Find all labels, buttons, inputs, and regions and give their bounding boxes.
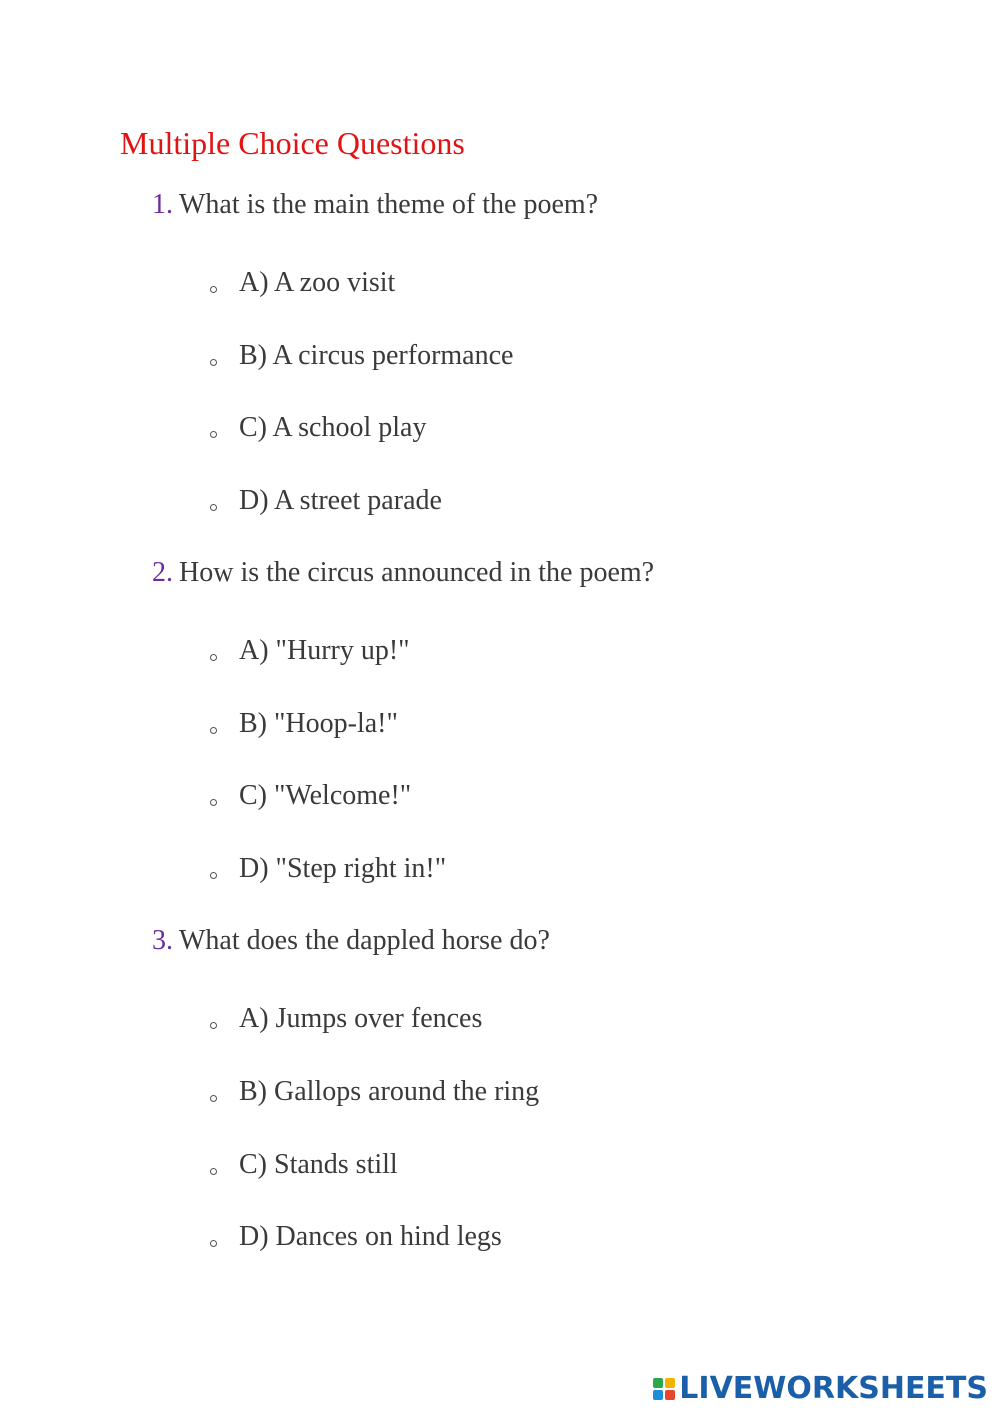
bullet-icon: [210, 1022, 217, 1029]
page-title: Multiple Choice Questions: [120, 125, 465, 161]
option-label: C) A school play: [239, 412, 427, 443]
option-3c[interactable]: [210, 1145, 398, 1185]
option-2b[interactable]: [210, 704, 398, 744]
bullet-icon: [210, 1240, 217, 1247]
question-2: [152, 553, 654, 593]
liveworksheets-logo[interactable]: [653, 1371, 988, 1406]
bullet-icon: [210, 359, 217, 366]
option-label: C) "Welcome!": [239, 780, 412, 811]
question-1: [152, 185, 598, 225]
option-label: B) "Hoop-la!": [239, 708, 398, 739]
option-label: B) Gallops around the ring: [239, 1076, 540, 1107]
option-3b[interactable]: [210, 1072, 539, 1112]
liveworksheets-logo-icon: [653, 1378, 675, 1400]
question-number: 2.: [152, 557, 173, 588]
option-label: A) A zoo visit: [239, 267, 396, 298]
question-text: How is the circus announced in the poem?: [179, 557, 655, 588]
option-label: D) "Step right in!": [239, 853, 447, 884]
option-3d[interactable]: [210, 1217, 502, 1257]
bullet-icon: [210, 872, 217, 879]
bullet-icon: [210, 286, 217, 293]
bullet-icon: [210, 431, 217, 438]
option-label: C) Stands still: [239, 1149, 398, 1180]
option-label: D) A street parade: [239, 485, 442, 516]
logo-text: LIVEWORKSHEETS: [679, 1371, 988, 1406]
bullet-icon: [210, 799, 217, 806]
option-1a[interactable]: [210, 263, 395, 303]
bullet-icon: [210, 1095, 217, 1102]
question-number: 3.: [152, 925, 173, 956]
option-1b[interactable]: [210, 336, 513, 376]
bullet-icon: [210, 504, 217, 511]
option-3a[interactable]: [210, 999, 482, 1039]
option-2d[interactable]: [210, 849, 446, 889]
option-label: A) Jumps over fences: [239, 1003, 483, 1034]
option-label: D) Dances on hind legs: [239, 1221, 502, 1252]
option-1c[interactable]: [210, 408, 426, 448]
question-text: What does the dappled horse do?: [179, 925, 550, 956]
question-number: 1.: [152, 189, 173, 220]
option-1d[interactable]: [210, 481, 442, 521]
option-2c[interactable]: [210, 776, 411, 816]
question-3: [152, 921, 550, 961]
question-text: What is the main theme of the poem?: [179, 189, 599, 220]
option-2a[interactable]: [210, 631, 410, 671]
bullet-icon: [210, 654, 217, 661]
bullet-icon: [210, 727, 217, 734]
bullet-icon: [210, 1168, 217, 1175]
option-label: A) "Hurry up!": [239, 635, 410, 666]
option-label: B) A circus performance: [239, 340, 514, 371]
